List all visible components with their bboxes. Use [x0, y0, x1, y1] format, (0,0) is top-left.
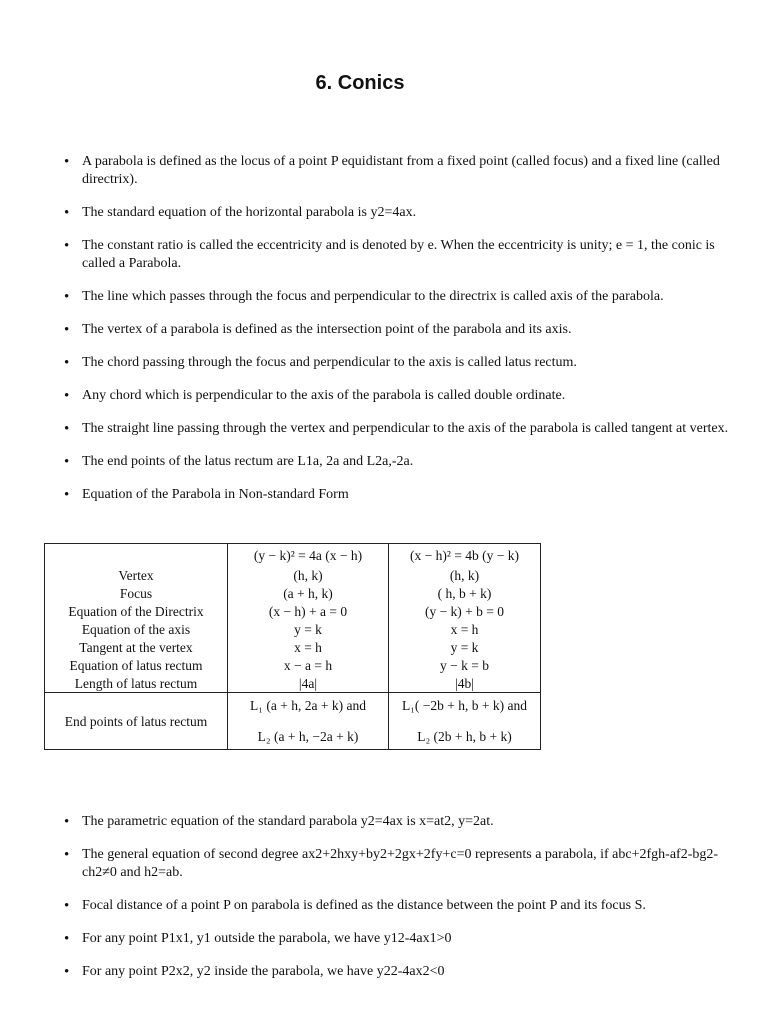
list-item: • The standard equation of the horizontal parabola is y2=4ax. — [58, 204, 738, 222]
table-cell: (h, k) — [389, 566, 541, 584]
table-cell: (h, k) — [228, 566, 389, 584]
page-title: 6. Conics — [315, 72, 405, 94]
list-item: • The end points of the latus rectum are L1a, 2a and L2a,-2a. — [58, 453, 738, 471]
table-row — [45, 638, 541, 656]
list-item: • The constant ratio is called the eccentricity and is denoted by e. When the eccentricity is unity; e = 1, the conic is called a Parabola. — [58, 237, 738, 273]
table-row — [45, 693, 541, 750]
parabola-forms-table — [44, 543, 541, 750]
table-cell: x = h — [228, 638, 389, 656]
bullet-list-top — [58, 153, 738, 504]
endpoint-l2: L₂ (2b + h, b + k) — [417, 729, 512, 744]
table-row — [45, 656, 541, 674]
list-item: • For any point P2x2, y2 inside the parabola, we have y22-4ax2<0 — [58, 963, 738, 981]
list-item: • The parametric equation of the standard parabola y2=4ax is x=at2, y=2at. — [58, 813, 738, 831]
list-item: • The chord passing through the focus and perpendicular to the axis is called latus rectum. — [58, 354, 738, 372]
table-row — [45, 674, 541, 693]
table-cell: (a + h, k) — [228, 584, 389, 602]
table-cell — [228, 693, 389, 750]
endpoint-l1: L₁( −2b + h, b + k) and — [401, 698, 528, 713]
list-item: • The vertex of a parabola is defined as the intersection point of the parabola and its axis. — [58, 321, 738, 339]
table-cell: Vertex — [45, 566, 228, 584]
table-cell: |4b| — [389, 674, 541, 693]
table-header-cell — [45, 544, 228, 567]
table-cell: y − k = b — [389, 656, 541, 674]
table-cell: Equation of the axis — [45, 620, 228, 638]
table-cell: x − a = h — [228, 656, 389, 674]
table-cell: (x − h) + a = 0 — [228, 602, 389, 620]
endpoint-l2: L₂ (a + h, −2a + k) — [257, 729, 359, 744]
list-item: • The general equation of second degree ax2+2hxy+by2+2gx+2fy+c=0 represents a parabola, if abc+2fgh-af2-bg2-ch2≠0 and h2=ab. — [58, 846, 738, 882]
table-row — [45, 584, 541, 602]
list-item: • The line which passes through the focus and perpendicular to the directrix is called axis of the parabola. — [58, 288, 738, 306]
list-item: • Equation of the Parabola in Non-standard Form — [58, 486, 738, 504]
table-cell: y = k — [389, 638, 541, 656]
table-cell: Equation of latus rectum — [45, 656, 228, 674]
table-cell: |4a| — [228, 674, 389, 693]
table-row — [45, 620, 541, 638]
table-cell: ( h, b + k) — [389, 584, 541, 602]
list-item: • For any point P1x1, y1 outside the parabola, we have y12-4ax1>0 — [58, 930, 738, 948]
table-cell: End points of latus rectum — [45, 693, 228, 750]
table-cell: y = k — [228, 620, 389, 638]
table-cell: Focus — [45, 584, 228, 602]
table-cell: Tangent at the vertex — [45, 638, 228, 656]
table-row — [45, 566, 541, 584]
list-item: • Any chord which is perpendicular to the axis of the parabola is called double ordinate. — [58, 387, 738, 405]
list-item: • The straight line passing through the vertex and perpendicular to the axis of the parabola is called tangent at vertex. — [58, 420, 738, 438]
table-cell — [389, 693, 541, 750]
table-cell: x = h — [389, 620, 541, 638]
table-cell: Length of latus rectum — [45, 674, 228, 693]
table-cell: (y − k) + b = 0 — [389, 602, 541, 620]
table-header-cell: (y − k)² = 4a (x − h) — [228, 544, 389, 567]
table-row — [45, 602, 541, 620]
table-cell: Equation of the Directrix — [45, 602, 228, 620]
endpoint-l1: L₁ (a + h, 2a + k) and — [250, 698, 366, 713]
list-item: • Focal distance of a point P on parabola is defined as the distance between the point P and its focus S. — [58, 897, 738, 915]
list-item: • A parabola is defined as the locus of a point P equidistant from a fixed point (called focus) and a fixed line (called directrix). — [58, 153, 738, 189]
table-header-row — [45, 544, 541, 567]
bullet-list-bottom — [58, 813, 738, 981]
table-header-cell: (x − h)² = 4b (y − k) — [389, 544, 541, 567]
